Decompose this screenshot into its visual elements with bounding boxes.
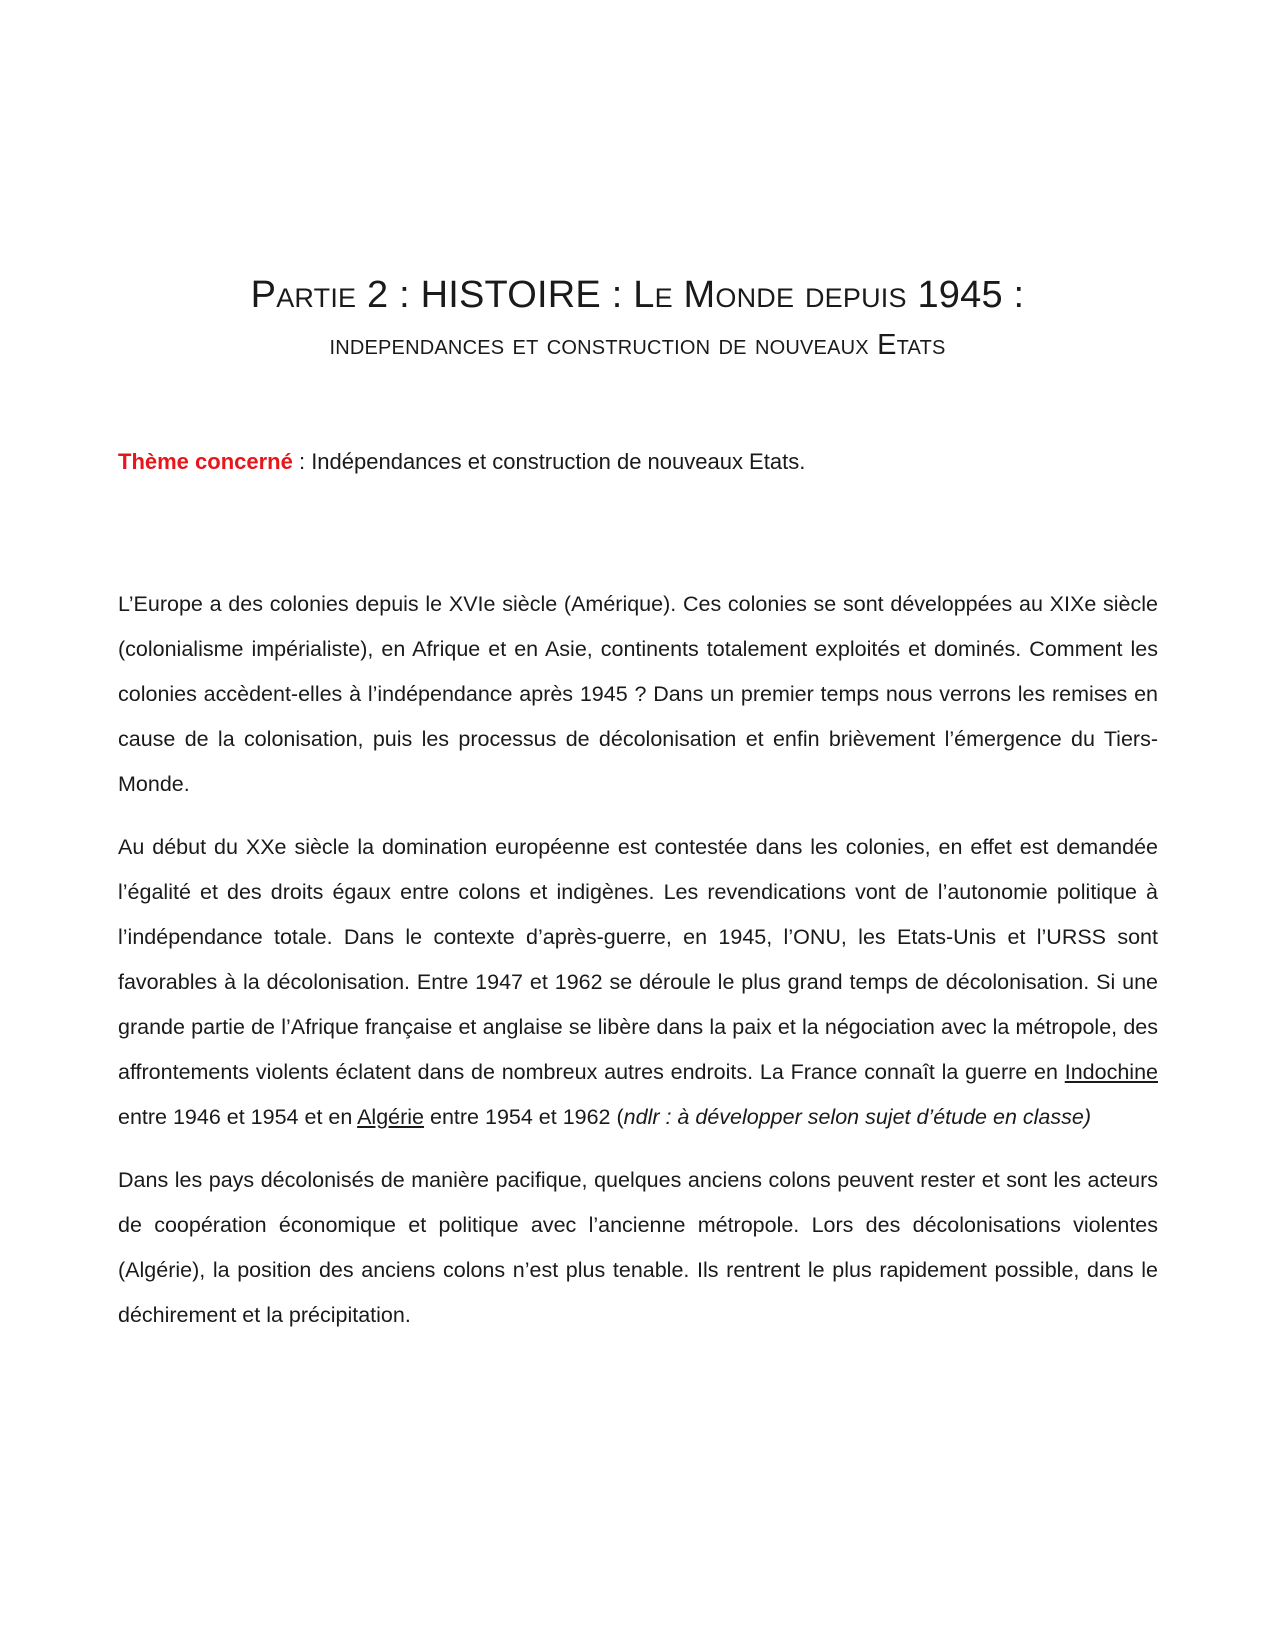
- paragraph-decolonisation-text-1: Au début du XXe siècle la domination européenne est contestée dans les colonies, en effet est demandée l’égalité et des droits égaux entre colons et indigènes. Les revendications vont de l’autonomie politique à l’indépendance totale. Dans le contexte d’après-guerre, en 1945, l’ONU, les Etats-Unis et l’URSS sont favorables à la décolonisation. Entre 1947 et 1962 se déroule le plus grand temps de décolonisation. Si une grande partie de l’Afrique française et anglaise se libère dans la paix et la négociation avec la métropole, des affrontements violents éclatent dans de nombreux autres endroits. La France connaît la guerre en: [118, 835, 1158, 1084]
- title-line-1: Partie 2 : HISTOIRE : Le Monde depuis 1945 :: [250, 274, 1025, 316]
- paragraph-colons: Dans les pays décolonisés de manière pacifique, quelques anciens colons peuvent rester et sont les acteurs de coopération économique et politique avec l’ancienne métropole. Lors des décolonisations violentes (Algérie), la position des anciens colons n’est plus tenable. Ils rentrent le plus rapidement possible, dans le déchirement et la précipitation.: [118, 1168, 1158, 1327]
- paragraph-decolonisation-text-3: entre 1954 et 1962 (: [424, 1105, 624, 1129]
- link-algerie[interactable]: Algérie: [357, 1105, 425, 1129]
- link-indochine[interactable]: Indochine: [1064, 1060, 1158, 1084]
- page-title: [110, 268, 1165, 368]
- theme-label: Thème concerné: [118, 449, 293, 474]
- title-line-2: independances et construction de nouveaux Etats: [329, 329, 946, 361]
- theme-value: Indépendances et construction de nouveaux Etats.: [311, 449, 806, 474]
- paragraph-decolonisation-text-2: entre 1946 et 1954 et en: [118, 1105, 358, 1129]
- body-text: [118, 582, 1158, 1356]
- theme-line: [118, 447, 805, 477]
- paragraph-intro: L’Europe a des colonies depuis le XVIe siècle (Amérique). Ces colonies se sont développées au XIXe siècle (colonialisme impérialiste), en Afrique et en Asie, continents totalement exploités et dominés. Comment les colonies accèdent-elles à l’indépendance après 1945 ? Dans un premier temps nous verrons les remises en cause de la colonisation, puis les processus de décolonisation et enfin brièvement l’émergence du Tiers-Monde.: [118, 592, 1158, 796]
- editor-note: ndlr : à développer selon sujet d’étude en classe): [623, 1105, 1091, 1129]
- paragraph-decolonisation: [118, 825, 1158, 1140]
- theme-separator: :: [292, 449, 312, 474]
